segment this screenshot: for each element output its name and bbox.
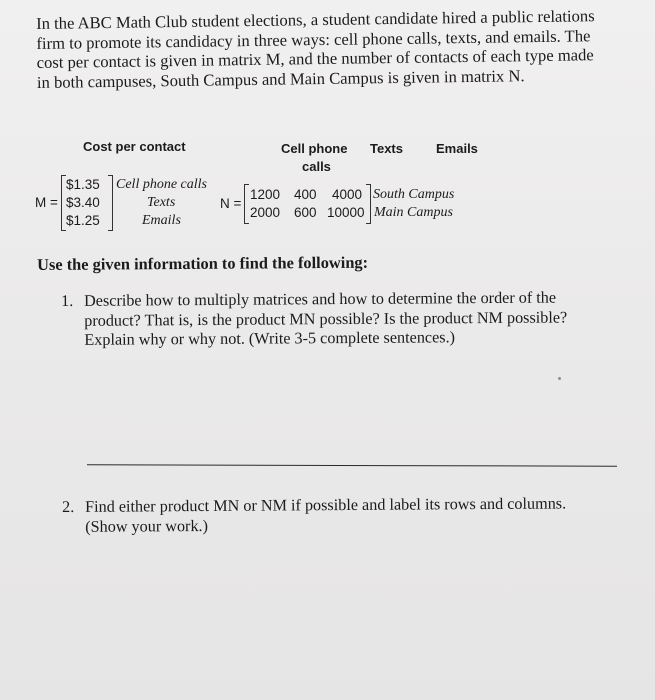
matrix-n-row-label: South Campus <box>373 187 455 202</box>
question-number: 2. <box>62 497 75 516</box>
matrix-m-row-label: Emails <box>142 213 181 228</box>
matrix-m-value: $3.40 <box>66 195 100 210</box>
matrix-m-value: $1.25 <box>66 213 100 228</box>
matrix-m-name: M = <box>35 195 58 210</box>
matrix-n-value: 400 <box>294 187 317 202</box>
question-number: 1. <box>61 291 74 310</box>
matrix-m-row-label: Texts <box>147 195 176 210</box>
matrix-n-col-header: Emails <box>436 141 478 156</box>
answer-line <box>87 464 617 466</box>
question-text: Find either product MN or NM if possible and label its rows and columns. (Show your work.) <box>84 494 567 536</box>
matrix-m-caption: Cost per contact <box>83 139 186 154</box>
matrix-m-right-bracket <box>108 175 113 231</box>
question-item <box>61 288 611 350</box>
matrix-m-row-label: Cell phone calls <box>116 177 207 192</box>
section-heading: Use the given information to find the following: <box>37 252 369 274</box>
matrix-n-left-bracket <box>244 184 249 224</box>
matrix-n-right-bracket <box>366 184 371 224</box>
question-text: Describe how to multiply matrices and how to determine the order of the product? That is, is the product MN possible? Is the product NM possible? Explain why or why not. (Write 3-5 complete sentences.) <box>83 288 568 349</box>
matrix-n-col-header: Texts <box>370 141 403 156</box>
matrix-n-row-label: Main Campus <box>374 205 453 220</box>
paper-speck <box>558 377 561 380</box>
matrix-n-value: 4000 <box>332 187 363 202</box>
matrix-n-col-header: Cell phone <box>281 141 348 156</box>
intro-paragraph: In the ABC Math Club student elections, a student candidate hired a public relations firm to promote its candidacy in three ways: cell phone calls, texts, and emails. The cost per contact is given in matrix M, and the number of contacts of each type made in both campuses, South Campus and Main Campus is given in matrix N. <box>36 6 595 92</box>
matrix-n-value: 600 <box>294 205 317 220</box>
matrix-m-value: $1.35 <box>66 177 100 192</box>
matrix-n-value: 10000 <box>327 205 365 220</box>
matrix-n-value: 1200 <box>250 187 281 202</box>
matrix-n-name: N = <box>220 196 242 211</box>
matrix-n-value: 2000 <box>250 205 281 220</box>
matrix-n-col-header: calls <box>302 159 331 174</box>
question-item <box>62 494 612 537</box>
